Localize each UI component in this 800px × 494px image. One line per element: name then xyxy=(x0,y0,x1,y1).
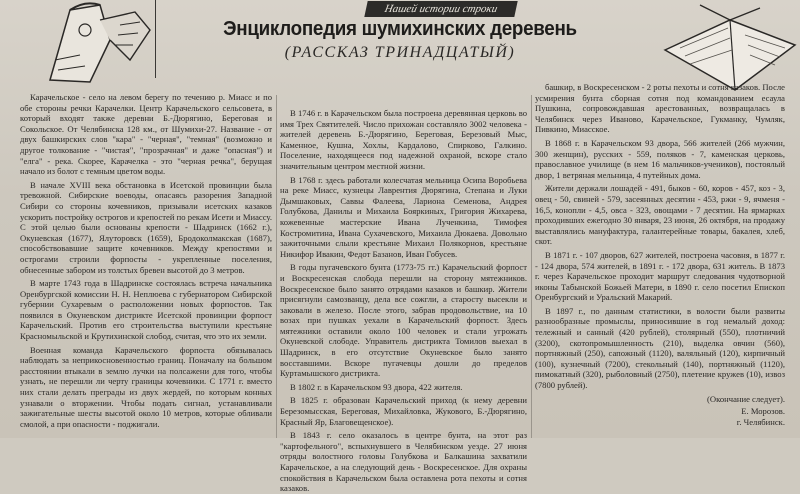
paragraph: В 1871 г. - 107 дворов, 627 жителей, построена часовня, в 1877 г. - 124 двора, 574 жителей, в 1891 г. - 172 двора, 631 житель. В 1873 г. через Карачельское проходит маршрут следования чудотворной иконы Табынской Божьей Матери, в 1890 г. село посетил Епископ Оренбургский и Уральский Макарий. xyxy=(535,249,785,303)
paragraph: В 1897 г., по данным статистики, в волости были развиты разнообразные промыслы, приносившие в год немалый доход: тележный и санный (420 рублей), столярный (550), плотничий (3200), скотопромышленность (210), выделка овчин (560), портняжный (250), сапожный (1120), валяльный (120), кирпичный (100), кузнечный (7200), стекольный (140), портняжный (1120), пимокатный (320), рыболовный (2750), плетение кружев (10), извоз (7800 рублей). xyxy=(535,305,785,391)
column-rule xyxy=(276,95,277,438)
author-location: г. Челябинск. xyxy=(736,416,785,427)
article-subtitle: (РАССКАЗ ТРИНАДЦАТЫЙ) xyxy=(284,44,516,61)
paragraph: В годы пугачевского бунта (1773-75 гг.) Карачельский форпост и Воскресенская слобода перешли на сторону мятежников. Воскресенское было занято отрядами казаков и башкир. Жители присягнули самозванцу, дела все сожгли, а старосту высекли и заковали в железо. После этого, забрав продовольствие, на 10 возах при пушках уехали в Карачельский форпост. Здесь мятежники оставили около 100 человек и стали угрожать Окуневской слободе. Управитель дистрикта Томилов выехал в Шадринск, в его отсутствие Окуневское было занято восставшими. Вскоре пугачевцы дошли до пределов Куртамышского дистрикта. xyxy=(280,262,527,379)
column-2 xyxy=(280,108,527,494)
article-title: Энциклопедия шумихинских деревень xyxy=(223,18,577,40)
paragraph: В начале XVIII века обстановка в Исетской провинции была тревожной. Сибирские воеводы, опасаясь разорения Западной Сибири со стороны кочевников, призывали исетских казаков ускорить постройку острогов и крепостей по рекам Исети и Миассу. С этой целью были основаны крепости - Шадринск (1662 г.), Окуневская (1677), Ялуторовск (1659), Бродоколмакская (1687), способствовавшие защите кочевников. Между крепостями и острогами строили форпосты - укрепленные поселения, обнесенные забором из толстых бревен высотой до 3 метров. xyxy=(20,179,272,275)
paragraph: В 1868 г. в Карачельском 93 двора, 566 жителей (266 мужчин, 300 женщин), русских - 559, поляков - 7, каменская церковь, православное училище (в нем 16 мальчиков-учеников), постоялый двор, 1 ветряная мельница, 4 путейных дома. xyxy=(535,137,785,180)
paragraph: башкир, в Воскресенском - 2 роты пехоты и сотня казаков. После усмирения бунта сборная сотня под командованием есаула Пушкина, сопровождавшая арестованных, возвращалась в Челябинск через Иваново, Карачельское, Гукманку, Чумляк, Пивкино, Миасское. xyxy=(535,82,785,135)
column-rule xyxy=(531,95,532,438)
paragraph: Карачельское - село на левом берегу по течению р. Миасс и по обе стороны речки Карачелки. Центр Карачельского сельсовета, в который входят также деревни Б.-Дюрягино, Береговая и Сокольское. От Челябинска 128 км., от Шумихи-27. Название - от двух башкирских слов "кара" - "черная", "темная" (возможно и другое толкование - "чистая", "прозрачная" и даже "опасная") и "елга" - река. Скорее, Карачелка - это "черная речка", берущая начало из болот с темным цветом воды. xyxy=(20,92,272,177)
book-illustration-icon xyxy=(660,0,800,95)
paragraph: В 1768 г. здесь работали колесчатая мельница Осипа Воробьева на реке Миасс, кузнецы Лаврентия Дюрягина, Степана и Луки Дымшаковых, Саввы Фалеева, Лариона Семенова, Андрея Голубкова, Данилы и Михаила Бояркиных, Григория Жихарева, кожевенные мастерские Ивана Лученкина, Тимофея Костромитина, Ивана Сухачевского, Михаила Дюкаева. Довольно зажиточными слыли крестьяне Михаил Полякорнов, крестьяне Никифор Ивакин, Федот Базанов, Иван Гобусев. xyxy=(280,174,527,259)
author-name: Е. Морозов. xyxy=(741,406,785,417)
paragraph: Жители держали лошадей - 491, быков - 60, коров - 457, коз - 3, овец - 50, свиней - 579, засеянных десятин - 453, ржи - 9, ячменя - 16,5, конопли - 4,5, овса - 323, овощами - 7 десятин. На ярмарках проходивших ежегодно 30 января, 23 июня, 26 октября, на продажу выставлялись мануфактура, галантерейные товары, бакалея, хлеб, скот. xyxy=(535,183,785,247)
paragraph: В 1825 г. образован Карачельский приход (к нему деревни Березомысская, Береговая, Михайловка, Жукового, Б.-Дюрягино, Красный Яр, Благовещенское). xyxy=(280,395,527,427)
rubric-label: Нашей истории строки xyxy=(364,1,517,17)
paragraph: Военная команда Карачельского форпоста обязывалась наблюдать за неприкосновенностью границ. Поначалу на большом расстоянии втыкали в землю лучки на полсажени для того, чтобы узнать, не перешли ли черту границы кочевники. С 1771 г. вместо них стали делать преграды из двух жердей, по которым конных узнавали о вторжении. Чтобы подать сигнал, устанавливали зажигательные шесты высотой около 10 метров, которые обливали смолой, а при опасности - поджигали. xyxy=(20,344,272,429)
paragraph: В 1843 г. село оказалось в центре бунта, на этот раз "картофельного", вспыхнувшего в Челябинском уезде. 27 июня отряды волостного головы Голубкова и Балкашина захватили Карачельское, а на следующий день - Воскресенское. Для охраны спокойствия в Карачельском была оставлена рота пехоты и сотня казаков. xyxy=(280,430,527,494)
closing-note: (Окончание следует). xyxy=(707,393,785,404)
paragraph: В 1746 г. в Карачельском была построена деревянная церковь во имя Трех Святителей. Число прихожан составляло 3002 человека - жителей деревень Б.-Дюрягино, Береговая, Березовый Мыс, Каменное, Кушна, Хохлы, Кардалово, Спирково, Галкино. Поселение, находящееся под надежной охраной, вскоре стало значительным центром местной жизни. xyxy=(280,108,527,171)
paragraph: В 1802 г. в Карачельском 93 двора, 422 жителя. xyxy=(290,381,463,392)
paragraph: В марте 1743 года в Шадринске состоялась встреча начальника Оренбургской комиссии Н. Н. Неплюева с губернатором Сибирской губернии Сухаревым о расположении новых форпостов. Так появился в Окуневском дистрикте Исетской провинции форпост Карачельский. Против его строительства выступили крестьяне Красномыльской и Крутихинской слобод, считая, что это их земли. xyxy=(20,278,272,342)
column-1 xyxy=(20,92,272,438)
column-3 xyxy=(535,82,785,438)
cartoon-illustration-icon xyxy=(40,0,160,85)
